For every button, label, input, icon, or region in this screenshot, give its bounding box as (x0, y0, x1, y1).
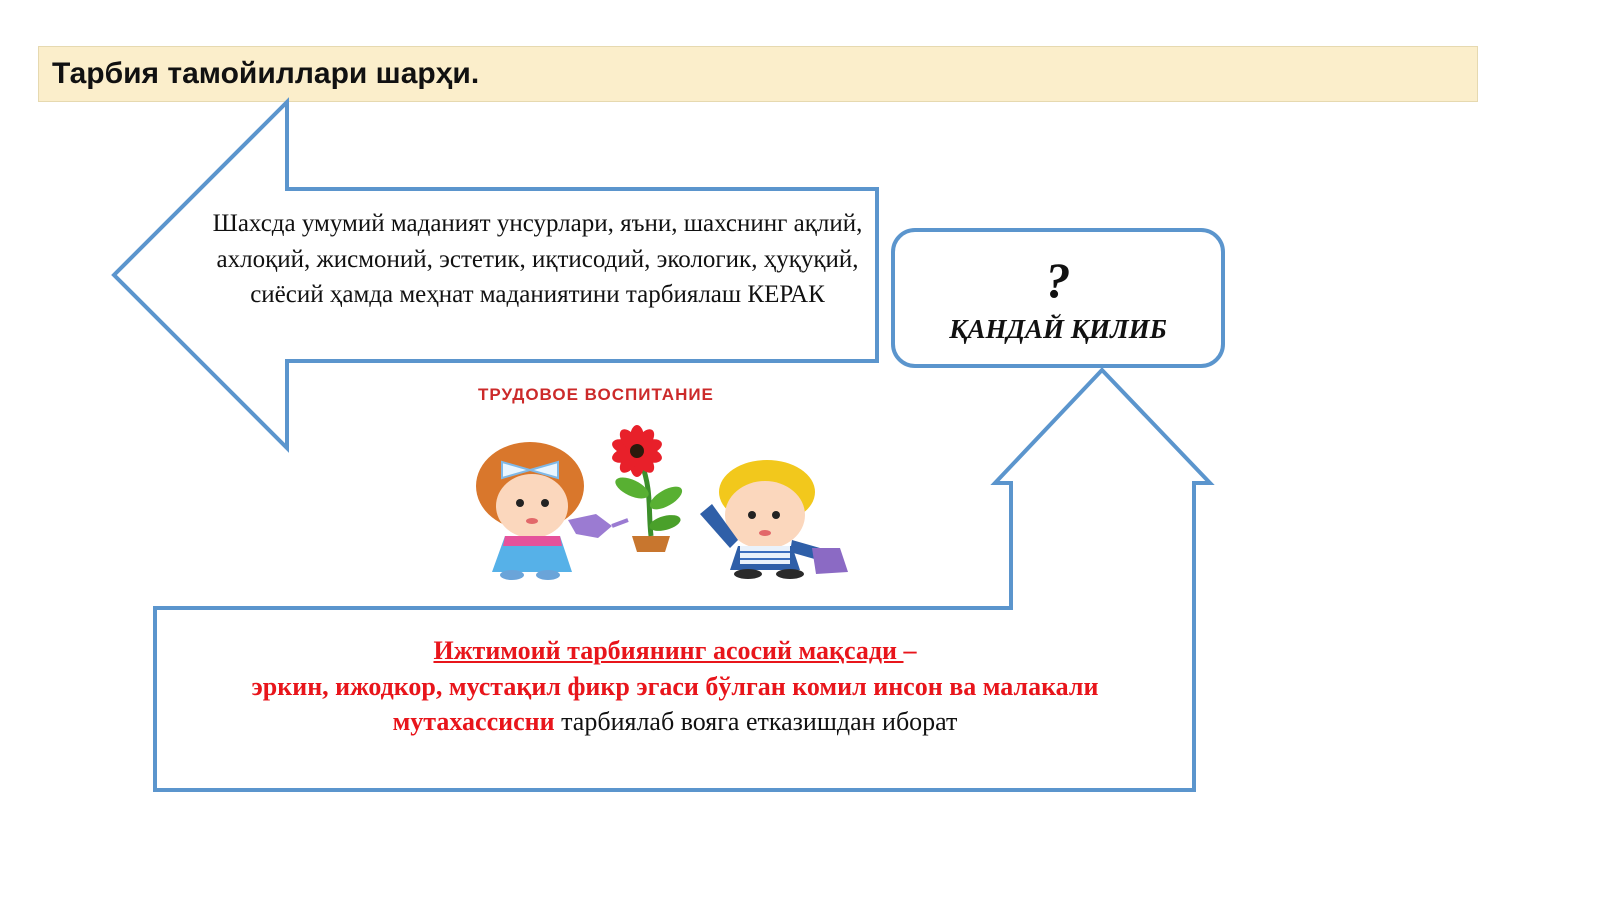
bottom-arrow-text (170, 633, 1180, 740)
page-title: Тарбия тамойиллари шарҳи. (52, 57, 480, 90)
flower-pot-icon (610, 425, 685, 552)
illustration-caption: ТРУДОВОЕ ВОСПИТАНИЕ (478, 385, 714, 404)
illustration (476, 425, 848, 580)
goal-dash: – (903, 636, 917, 665)
goal-rest: тарбиялаб вояга етказишдан иборат (554, 707, 958, 736)
goal-highlight: эркин, ижодкор, мустақил фикр эгаси бўлган комил инсон ва малакали мутахассисни (251, 671, 1099, 736)
girl-icon (476, 442, 628, 580)
question-mark: ? (1045, 252, 1071, 308)
left-arrow-text: Шахсда умумий маданият унсурлари, яъни, шахснинг ақлий, ахлоқий, жисмоний, эстетик, иқтисодий, экологик, ҳуқуқий, сиёсий ҳамда меҳнат маданиятини тарбиялаш КЕРАК (212, 210, 863, 308)
goal-heading: Ижтимоий тарбиянинг асосий мақсади (433, 636, 904, 665)
boy-icon (700, 460, 848, 579)
how-label: ҚАНДАЙ ҚИЛИБ (949, 314, 1167, 344)
